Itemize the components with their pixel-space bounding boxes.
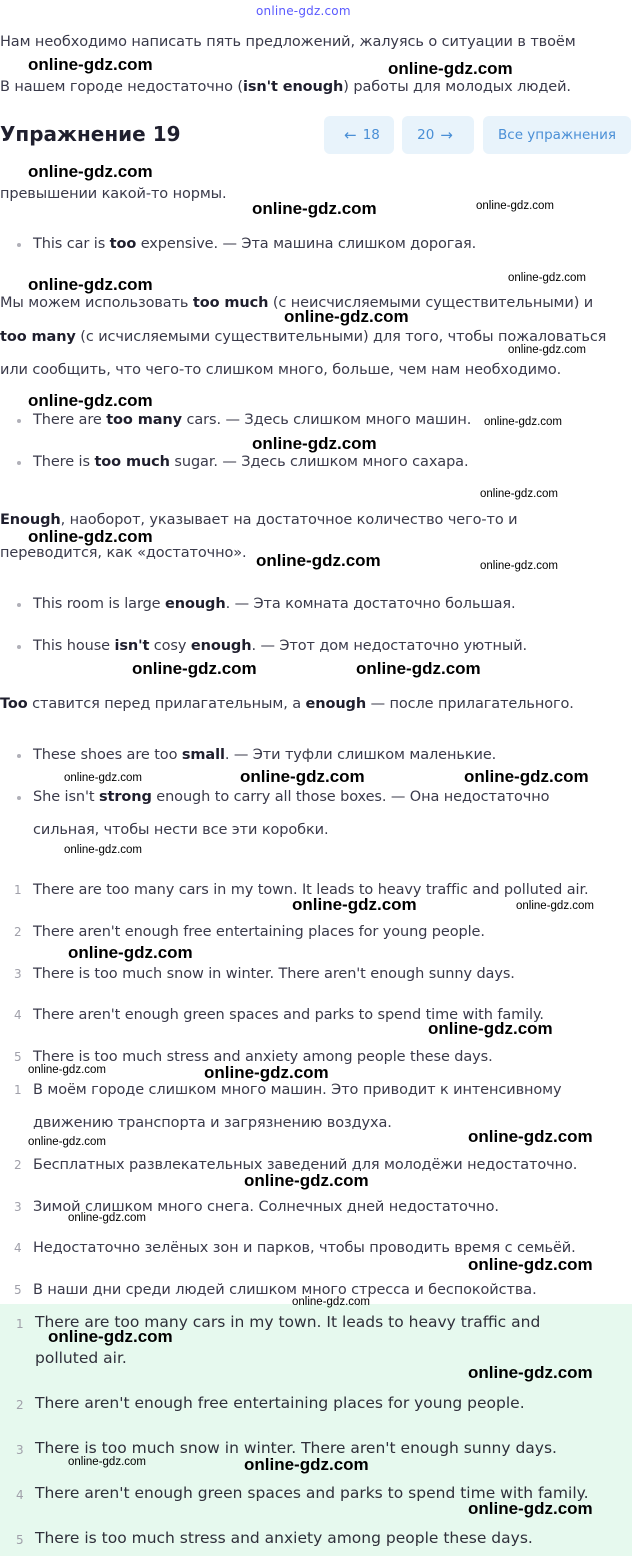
theory-text-1: превышении какой-то нормы. [0,186,227,202]
list-item-line-2: polluted air. [35,1349,127,1367]
watermark: online-gdz.com [356,659,481,678]
watermark: online-gdz.com [252,199,377,218]
list-item: There is too much snow in winter. There aren't enough sunny days. [33,966,515,982]
watermark: online-gdz.com [28,1136,106,1148]
example-7: She isn't strong enough to carry all those boxes. — Она недостаточно [33,789,550,805]
list-item: There aren't enough green spaces and parks to spend time with family. [35,1484,589,1502]
list-item: В моём городе слишком много машин. Это приводит к интенсивному [33,1082,562,1098]
prev-exercise-button[interactable]: ← 18 [324,116,394,154]
watermark: online-gdz.com [244,1171,369,1190]
watermark: online-gdz.com [284,307,409,326]
list-item: Недостаточно зелёных зон и парков, чтобы проводить время с семьёй. [33,1240,576,1256]
list-item: There is too much snow in winter. There aren't enough sunny days. [35,1439,557,1457]
list-item-number: 5 [14,1050,22,1064]
watermark: online-gdz.com [28,391,153,410]
bullet [17,796,21,800]
list-item: Зимой слишком много снега. Солнечных дней недостаточно. [33,1199,499,1215]
watermark: online-gdz.com [468,1127,593,1146]
list-item: There are too many cars in my town. It leads to heavy traffic and [35,1313,541,1331]
list-item: There is too much stress and anxiety among people these days. [33,1049,493,1065]
intro-line-1: Нам необходимо написать пять предложений, жалуясь о ситуации в твоём [0,34,576,50]
list-item-number: 3 [16,1443,24,1457]
theory-text-2a: Мы можем использовать too much (с неисчисляемыми существительными) и [0,295,594,311]
theory-text-2b: too many (с исчисляемыми существительными) для того, чтобы пожаловаться [0,329,607,345]
bullet [17,419,21,423]
watermark: online-gdz.com [464,767,589,786]
list-item: There are too many cars in my town. It leads to heavy traffic and polluted air. [33,882,589,898]
list-item-number: 1 [14,1083,22,1097]
list-item-line-2: движению транспорта и загрязнению воздуха. [33,1115,392,1131]
watermark: online-gdz.com [480,560,558,572]
list-item: There aren't enough free entertaining places for young people. [35,1394,525,1412]
watermark: online-gdz.com [28,55,153,74]
list-item-number: 1 [14,883,22,897]
list-item-number: 1 [16,1317,24,1331]
theory-text-4: Too ставится перед прилагательным, а enough — после прилагательного. [0,696,574,712]
watermark: online-gdz.com [204,1063,329,1082]
bullet [17,645,21,649]
watermark: online-gdz.com [476,200,554,212]
list-item-number: 2 [16,1398,24,1412]
watermark: online-gdz.com [292,895,417,914]
all-exercises-button[interactable]: Все упражнения [483,116,631,154]
example-6: These shoes are too small. — Эти туфли слишком маленькие. [33,747,497,763]
bullet [17,243,21,247]
page-title: Упражнение 19 [0,122,181,146]
bullet [17,754,21,758]
watermark: online-gdz.com [468,1499,593,1518]
watermark: online-gdz.com [256,551,381,570]
intro-line-2: В нашем городе недостаточно (isn't enough) работы для молодых людей. [0,79,571,95]
example-4: This room is large enough. — Эта комната достаточно большая. [33,596,516,612]
watermark: online-gdz.com [28,527,153,546]
watermark: online-gdz.com [28,162,153,181]
watermark: online-gdz.com [468,1255,593,1274]
watermark: online-gdz.com [132,659,257,678]
example-2: There are too many cars. — Здесь слишком много машин. [33,412,472,428]
watermark: online-gdz.com [48,1327,173,1346]
watermark: online-gdz.com [508,344,586,356]
watermark: online-gdz.com [28,1064,106,1076]
watermark: online-gdz.com [68,1212,146,1224]
example-1: This car is too expensive. — Эта машина слишком дорогая. [33,236,477,252]
list-item-number: 2 [14,925,22,939]
watermark: online-gdz.com [64,844,142,856]
list-item: There is too much stress and anxiety among people these days. [35,1529,533,1547]
example-5: This house isn't cosy enough. — Этот дом недостаточно уютный. [33,638,528,654]
list-item: Бесплатных развлекательных заведений для молодёжи недостаточно. [33,1157,578,1173]
watermark: online-gdz.com [388,59,513,78]
bullet [17,461,21,465]
list-item-number: 4 [14,1241,22,1255]
arrow-right-icon: → [440,126,453,144]
list-item: There aren't enough green spaces and parks to spend time with family. [33,1007,544,1023]
theory-text-3a: Enough, наоборот, указывает на достаточное количество чего-то и [0,512,518,528]
list-item-number: 4 [16,1488,24,1502]
list-item-number: 3 [14,967,22,981]
list-item-number: 5 [16,1533,24,1547]
watermark: online-gdz.com [240,767,365,786]
list-item-number: 3 [14,1200,22,1214]
list-item-number: 5 [14,1283,22,1297]
watermark: online-gdz.com [484,416,562,428]
watermark: online-gdz.com [68,1456,146,1468]
watermark: online-gdz.com [244,1455,369,1474]
watermark: online-gdz.com [480,488,558,500]
theory-text-3b: переводится, как «достаточно». [0,545,247,561]
watermark: online-gdz.com [68,943,193,962]
next-exercise-button[interactable]: 20 → [402,116,474,154]
watermark: online-gdz.com [252,434,377,453]
list-item-number: 2 [14,1158,22,1172]
watermark: online-gdz.com [64,772,142,784]
theory-text-2c: или сообщить, что чего-то слишком много, больше, чем нам необходимо. [0,362,562,378]
arrow-left-icon: ← [344,126,357,144]
watermark: online-gdz.com [508,272,586,284]
example-7-line-2: сильная, чтобы нести все эти коробки. [33,822,329,838]
watermark: online-gdz.com [468,1363,593,1382]
list-item: There aren't enough free entertaining places for young people. [33,924,485,940]
bullet [17,603,21,607]
example-3: There is too much sugar. — Здесь слишком много сахара. [33,454,469,470]
site-link[interactable]: online-gdz.com [256,4,351,18]
list-item: В наши дни среди людей слишком много стресса и беспокойства. [33,1282,537,1298]
watermark: online-gdz.com [516,900,594,912]
watermark: online-gdz.com [28,275,153,294]
watermark: online-gdz.com [292,1296,370,1308]
watermark: online-gdz.com [428,1019,553,1038]
list-item-number: 4 [14,1008,22,1022]
